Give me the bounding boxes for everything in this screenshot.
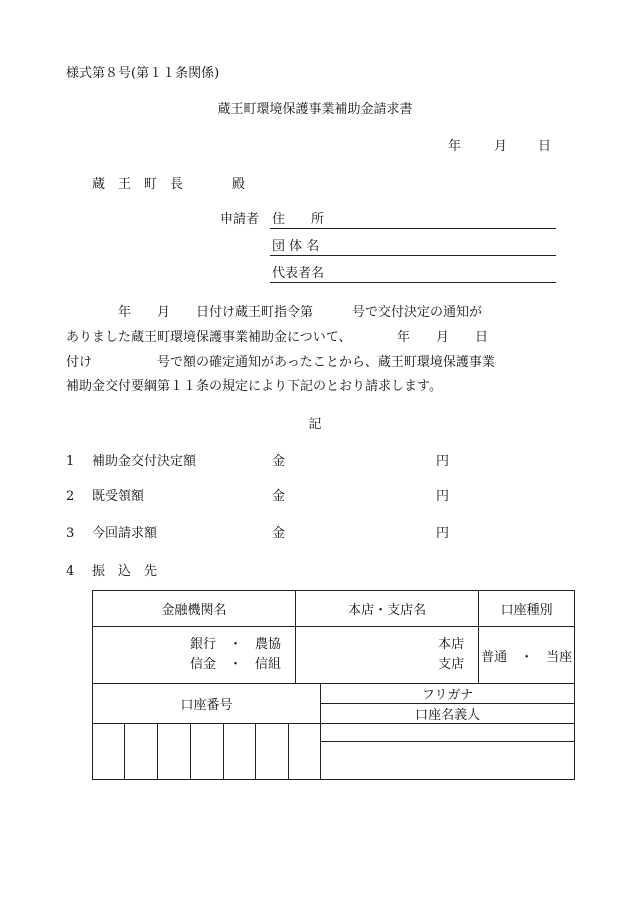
item-1-yen: 円: [436, 454, 450, 469]
item-2-yen: 円: [436, 489, 450, 504]
address-field[interactable]: [270, 228, 556, 229]
item-2-label: 既受領額: [92, 489, 145, 504]
branch-option-2: 支店: [438, 657, 465, 672]
account-holder-field[interactable]: [321, 742, 575, 780]
furigana-field[interactable]: [321, 724, 575, 742]
item-1-kin: 金: [272, 454, 286, 469]
body-line-2: ありました蔵王町環境保護事業補助金について、 年 月 日: [66, 330, 488, 345]
branch-option-1: 本店: [438, 637, 465, 652]
addressee-name: 蔵 王 町 長: [92, 177, 184, 192]
header-account-holder: 口座名義人: [321, 704, 575, 724]
header-furigana: フリガナ: [321, 684, 575, 704]
document-title: 蔵王町環境保護事業補助金請求書: [217, 102, 413, 117]
item-1-number: 1: [66, 454, 75, 469]
account-digit-2[interactable]: [125, 724, 158, 780]
representative-label: 代表者名: [272, 266, 325, 281]
item-3-label: 今回請求額: [92, 526, 158, 541]
item-3-number: 3: [66, 526, 75, 541]
header-institution: 金融機関名: [93, 591, 296, 627]
header-account-number: 口座番号: [93, 684, 321, 724]
account-type-options[interactable]: 普通 ・ 当座: [479, 627, 575, 684]
date-month: 月: [494, 139, 508, 154]
item-1-label: 補助金交付決定額: [92, 454, 197, 469]
item-3-yen: 円: [436, 526, 450, 541]
account-digit-4[interactable]: [191, 724, 224, 780]
transfer-number: 4: [66, 564, 75, 579]
item-2-kin: 金: [272, 489, 286, 504]
item-3-kin: 金: [272, 526, 286, 541]
addressee-honorific: 殿: [232, 177, 246, 192]
address-label: 住 所: [272, 212, 325, 227]
date-year: 年: [448, 139, 462, 154]
body-line-1: 年 月 日付け蔵王町指令第 号で交付決定の通知が: [66, 305, 483, 320]
transfer-label: 振 込 先: [92, 564, 158, 579]
header-account-type: 口座種別: [479, 591, 575, 627]
ki-heading: 記: [308, 417, 322, 432]
date-day: 日: [538, 139, 552, 154]
bank-account-table: [92, 590, 575, 780]
body-line-3: 付け 号で額の確定通知があったことから、蔵王町環境保護事業: [66, 355, 495, 370]
institution-options-1: 銀行 ・ 農協: [190, 637, 282, 652]
account-digit-7[interactable]: [289, 724, 321, 780]
body-line-4: 補助金交付要綱第１１条の規定により下記のとおり請求します。: [66, 379, 442, 394]
account-digit-5[interactable]: [224, 724, 256, 780]
institution-options-2: 信金 ・ 信組: [190, 657, 282, 672]
item-2-number: 2: [66, 489, 75, 504]
organization-label: 団 体 名: [272, 239, 320, 254]
account-digit-1[interactable]: [93, 724, 125, 780]
institution-cell[interactable]: [93, 627, 296, 684]
header-branch: 本店・支店名: [296, 591, 479, 627]
account-digit-6[interactable]: [256, 724, 289, 780]
organization-field[interactable]: [270, 255, 556, 256]
form-number: 様式第８号(第１１条関係): [66, 66, 220, 81]
applicant-label: 申請者: [220, 212, 260, 227]
account-digit-3[interactable]: [158, 724, 191, 780]
branch-cell[interactable]: [296, 627, 479, 684]
representative-field[interactable]: [270, 282, 556, 283]
